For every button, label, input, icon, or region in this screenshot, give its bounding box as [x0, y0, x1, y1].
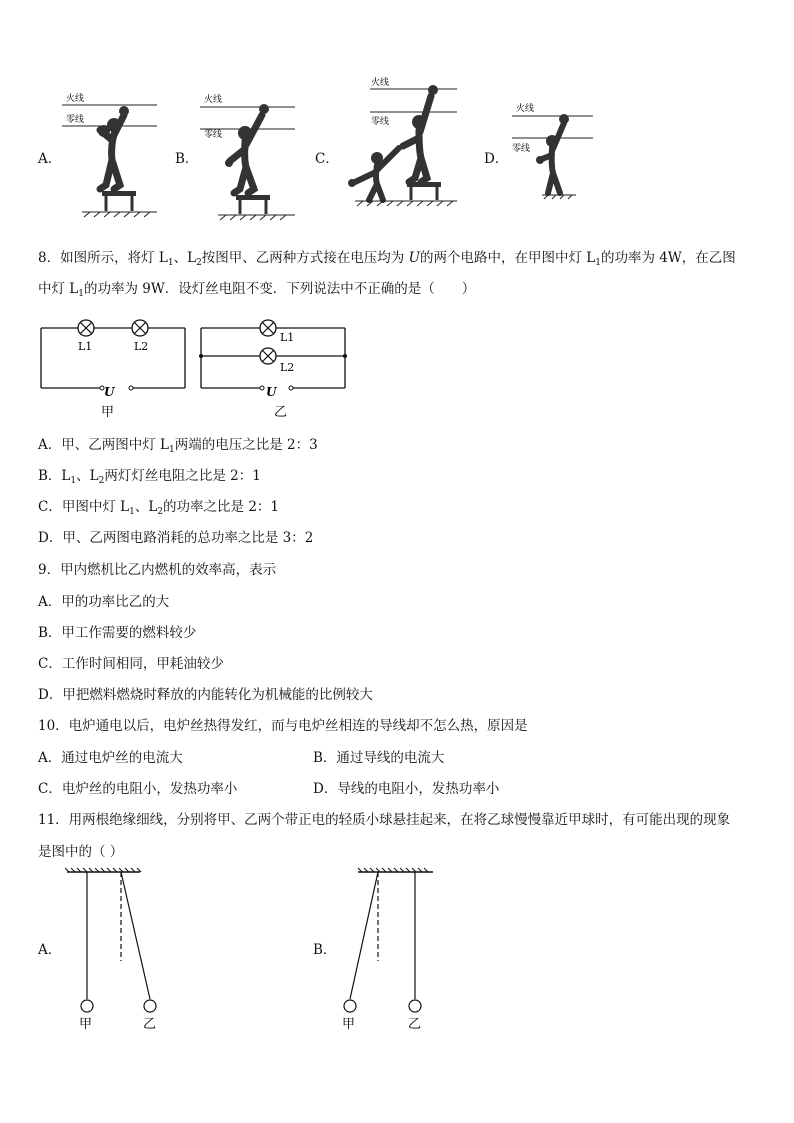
q10-option-d[interactable]: D．导线的电阻小，发热功率小	[313, 781, 500, 797]
q10-option-a[interactable]: A．通过电炉丝的电流大	[38, 750, 183, 766]
q8-option-c[interactable]: C．甲图中灯 $L_1$、$L_2$的功率之比是 2：1	[38, 499, 280, 517]
q7-figure-b	[200, 85, 300, 225]
q11-a-ball-left-label: 甲	[79, 1017, 93, 1032]
q11-option-a-letter[interactable]: A．	[38, 942, 62, 958]
q8-yi-lamp1-label: L1	[280, 331, 295, 344]
q7-a-wire-bottom: 零线	[66, 115, 85, 125]
q8-circuit-jia	[38, 316, 198, 426]
q7-c-wire-top: 火线	[371, 78, 390, 88]
q8-jia-source-label: U	[104, 385, 115, 399]
q7-option-b-letter[interactable]: B．	[175, 151, 199, 167]
q7-figure-d	[508, 93, 598, 223]
q7-option-a-letter[interactable]: A．	[38, 151, 62, 167]
q11-stem-line1: 11．用两根绝缘细线，分别将甲、乙两个带正电的轻质小球悬挂起来，在将乙球慢慢靠近甲球时，有可能出现的现象	[38, 812, 731, 828]
q9-option-b[interactable]: B．甲工作需要的燃料较少	[38, 625, 197, 641]
q10-option-b[interactable]: B．通过导线的电流大	[313, 750, 445, 766]
q8-yi-lamp2	[260, 348, 276, 364]
q8-option-a[interactable]: A．甲、乙两图中灯 $L_1$两端的电压之比是 2：3	[38, 437, 318, 455]
q11-a-ball-right-label: 乙	[143, 1017, 157, 1032]
q7-figure-a	[62, 85, 162, 225]
q9-option-a[interactable]: A．甲的功率比乙的大	[38, 594, 170, 610]
q7-b-wire-top: 火线	[204, 95, 223, 105]
q9-stem: 9．甲内燃机比乙内燃机的效率高，表示	[38, 562, 277, 578]
q7-option-d-letter[interactable]: D．	[484, 151, 509, 167]
q8-circuit-yi	[198, 316, 358, 426]
q8-option-b[interactable]: B．$L_1$、$L_2$两灯灯丝电阻之比是 2：1	[38, 468, 261, 486]
q9-option-d[interactable]: D．甲把燃料燃烧时释放的内能转化为机械能的比例较大	[38, 687, 373, 703]
q8-stem-line2: 中灯 $L_1$的功率为 9W．设灯丝电阻不变．下列说法中不正确的是（ ）	[38, 281, 476, 299]
q11-b-ball-left-label: 甲	[342, 1017, 356, 1032]
q7-c-wire-bottom: 零线	[371, 117, 390, 127]
q7-d-wire-top: 火线	[516, 104, 535, 114]
q11-stem-line2: 是图中的（ ）	[38, 844, 124, 860]
q8-jia-lamp2-label: L2	[134, 340, 149, 353]
q8-yi-lamp1	[260, 320, 276, 336]
q10-stem: 10．电炉通电以后，电炉丝热得发红，而与电炉丝相连的导线却不怎么热，原因是	[38, 718, 528, 734]
q8-yi-caption: 乙	[274, 405, 288, 420]
q7-b-wire-bottom: 零线	[204, 130, 223, 140]
q11-figure-a	[65, 866, 155, 1031]
q8-jia-lamp1-label: L1	[78, 340, 93, 353]
q8-yi-lamp2-label: L2	[280, 361, 295, 374]
q11-option-b-letter[interactable]: B．	[313, 942, 337, 958]
q8-yi-source-label: U	[266, 385, 277, 399]
q8-stem-line1: 8．如图所示，将灯 $L_1$、$L_2$按图甲、乙两种方式接在电压均为 U的两个电路中，在甲图中灯 $L_1$的功率为 4W，在乙图	[38, 250, 736, 268]
q8-jia-lamp1	[78, 320, 94, 336]
q8-jia-caption: 甲	[101, 405, 115, 420]
q7-option-c-letter[interactable]: C．	[315, 151, 339, 167]
q8-jia-lamp2	[132, 320, 148, 336]
q8-option-d[interactable]: D．甲、乙两图电路消耗的总功率之比是 3：2	[38, 530, 314, 546]
q7-a-wire-top: 火线	[66, 94, 85, 104]
q7-d-wire-bottom: 零线	[512, 144, 531, 154]
q9-option-c[interactable]: C．工作时间相同，甲耗油较少	[38, 656, 224, 672]
q10-option-c[interactable]: C．电炉丝的电阻小，发热功率小	[38, 781, 238, 797]
q11-figure-b	[338, 866, 428, 1031]
q11-b-ball-right-label: 乙	[408, 1017, 422, 1032]
q7-figure-c	[335, 72, 460, 212]
